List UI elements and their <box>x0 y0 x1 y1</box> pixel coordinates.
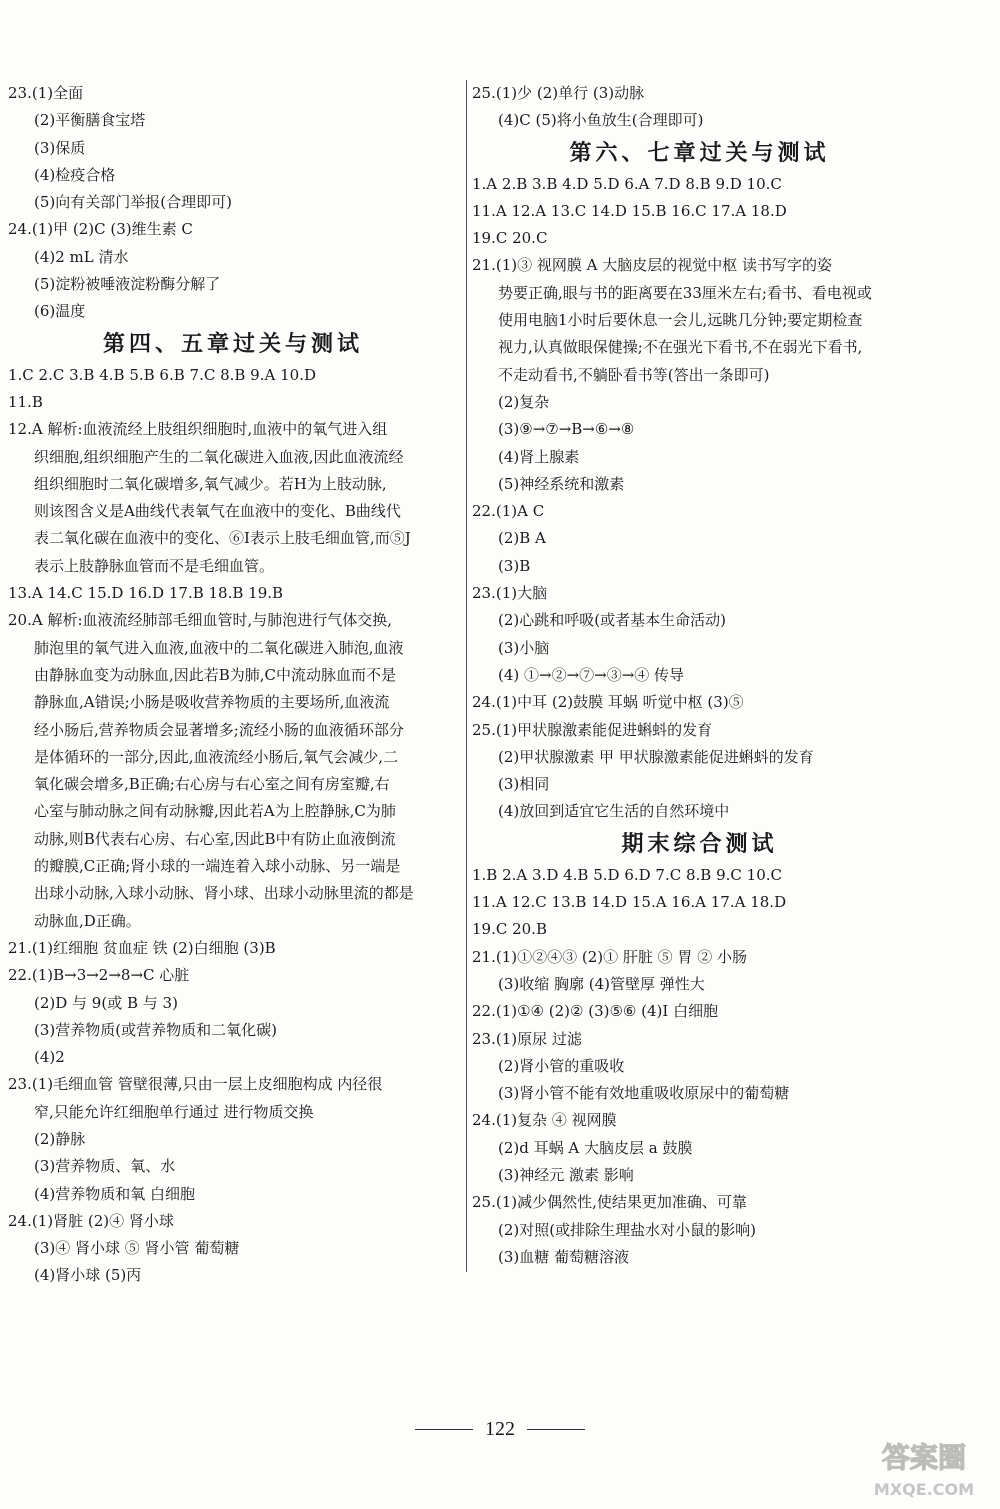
answer-continuation: (4)2 <box>34 1048 65 1067</box>
answer-continuation: (2)静脉 <box>34 1129 86 1148</box>
answer-continuation: (4)C (5)将小鱼放生(合理即可) <box>498 111 704 130</box>
answer-continuation: (3)神经元 激素 影响 <box>498 1165 634 1184</box>
answer-continuation: (3)保质 <box>34 138 86 157</box>
answer-line: 19.C 20.C <box>472 229 548 248</box>
section-heading: 期末综合测试 <box>621 830 778 857</box>
answer-line: 24.(1)中耳 (2)鼓膜 耳蜗 听觉中枢 (3)⑤ <box>472 693 744 712</box>
answer-continuation: (3)小脑 <box>498 638 550 657</box>
watermark-cn: 答案圈 <box>881 1441 967 1474</box>
answer-continuation: 使用电脑1小时后要休息一会儿,远眺几分钟;要定期检查 <box>498 311 863 330</box>
answer-continuation: (5)淀粉被唾液淀粉酶分解了 <box>34 275 221 294</box>
answer-line: 25.(1)甲状腺激素能促进蝌蚪的发育 <box>472 720 713 739</box>
answer-continuation: (3)B <box>498 556 531 575</box>
answer-line: 1.A 2.B 3.B 4.D 5.D 6.A 7.D 8.B 9.D 10.C <box>472 174 782 193</box>
answer-continuation: 组织细胞时二氧化碳增多,氧气减少。若H为上肢动脉, <box>34 474 387 493</box>
answer-line: 25.(1)少 (2)单行 (3)动脉 <box>472 84 645 102</box>
answer-continuation: 表二氧化碳在血液中的变化、⑥I表示上肢毛细血管,而⑤J <box>34 529 411 548</box>
answer-line: 21.(1)③ 视网膜 A 大脑皮层的视觉中枢 读书写字的姿 <box>472 256 833 275</box>
answer-line: 11.B <box>8 392 43 411</box>
answer-continuation: (3)营养物质(或营养物质和二氧化碳) <box>34 1020 277 1039</box>
answer-line: 22.(1)A C <box>472 502 545 521</box>
answer-continuation: 肺泡里的氧气进入血液,血液中的二氧化碳进入肺泡,血液 <box>34 638 404 657</box>
answer-continuation: (2)平衡膳食宝塔 <box>34 111 146 130</box>
answer-continuation: (2)心跳和呼吸(或者基本生命活动) <box>498 611 726 630</box>
answer-continuation: (5)向有关部门举报(合理即可) <box>34 193 232 212</box>
answer-line: 23.(1)原尿 过滤 <box>472 1029 582 1048</box>
answer-continuation: (4) ①→②→⑦→③→④ 传导 <box>498 665 685 684</box>
answer-continuation: (2)D 与 9(或 B 与 3) <box>34 993 178 1012</box>
footer-rule-left <box>415 1429 473 1430</box>
answer-continuation: 的瓣膜,C正确;肾小球的一端连着入球小动脉、另一端是 <box>34 857 401 876</box>
answer-line: 21.(1)红细胞 贫血症 铁 (2)白细胞 (3)B <box>8 938 276 957</box>
answer-continuation: (2)肾小管的重吸收 <box>498 1056 625 1075</box>
answer-line: 11.A 12.A 13.C 14.D 15.B 16.C 17.A 18.D <box>472 201 787 220</box>
answer-continuation: 动脉,则B代表右心房、右心室,因此B中有防止血液倒流 <box>34 829 396 848</box>
answer-continuation: (4)2 mL 清水 <box>34 247 129 266</box>
answer-line: 25.(1)减少偶然性,使结果更加准确、可靠 <box>472 1193 747 1212</box>
answer-continuation: (2)复杂 <box>498 392 550 411</box>
answer-continuation: 视力,认真做眼保健操;不在强光下看书,不在弱光下看书, <box>498 338 863 357</box>
answer-line: 23.(1)全面 <box>8 84 84 102</box>
answer-line: 1.B 2.A 3.D 4.B 5.D 6.D 7.C 8.B 9.C 10.C <box>472 865 782 884</box>
answer-line: 22.(1)①④ (2)② (3)⑤⑥ (4)Ⅰ 白细胞 <box>472 1002 719 1021</box>
answer-continuation: (4)肾上腺素 <box>498 447 580 466</box>
answer-continuation: (2)对照(或排除生理盐水对小鼠的影响) <box>498 1220 756 1239</box>
answer-continuation: (3)肾小管不能有效地重吸收原尿中的葡萄糖 <box>498 1084 790 1103</box>
answer-line: 1.C 2.C 3.B 4.B 5.B 6.B 7.C 8.B 9.A 10.D <box>8 365 316 384</box>
answer-continuation: (4)放回到适宜它生活的自然环境中 <box>498 802 730 821</box>
answer-line: 12.A 解析:血液流经上肢组织细胞时,血液中的氧气进入组 <box>8 420 388 439</box>
column-divider <box>466 80 467 1272</box>
left-column <box>8 80 458 1290</box>
answer-continuation: (6)温度 <box>34 302 86 321</box>
answer-continuation: 氧化碳会增多,B正确;右心房与右心室之间有房室瓣,右 <box>34 775 390 794</box>
answer-continuation: (3)收缩 胸廓 (4)管壁厚 弹性大 <box>498 974 705 993</box>
answer-line: 23.(1)大脑 <box>472 584 548 603</box>
watermark-logo <box>854 1431 994 1503</box>
right-column <box>472 80 927 1271</box>
answer-continuation: 是体循环的一部分,因此,血液流经小肠后,氧气会减少,二 <box>34 747 399 766</box>
answer-line: 22.(1)B→3→2→8→C 心脏 <box>8 966 190 985</box>
answer-line: 13.A 14.C 15.D 16.D 17.B 18.B 19.B <box>8 584 284 603</box>
answer-continuation: 不走动看书,不躺卧看书等(答出一条即可) <box>498 365 770 384</box>
answer-continuation: (2)B A <box>498 529 546 548</box>
answer-continuation: (3)⑨→⑦→B→⑥→⑧ <box>498 420 635 439</box>
answer-continuation: (3)血糖 葡萄糖溶液 <box>498 1247 630 1266</box>
answer-continuation: (3)④ 肾小球 ⑤ 肾小管 葡萄糖 <box>34 1239 240 1258</box>
answer-continuation: 经小肠后,营养物质会显著增多;流经小肠的血液循环部分 <box>34 720 404 739</box>
answer-line: 24.(1)肾脏 (2)④ 肾小球 <box>8 1211 174 1230</box>
answer-line: 21.(1)①②④③ (2)① 肝脏 ⑤ 胃 ② 小肠 <box>472 947 747 966</box>
answer-continuation: (4)检疫合格 <box>34 165 116 184</box>
answer-continuation: 动脉血,D正确。 <box>34 911 141 930</box>
page-number: 122 <box>485 1418 515 1440</box>
answer-continuation: (3)相同 <box>498 775 550 794</box>
footer-rule-right <box>527 1429 585 1430</box>
answer-continuation: 窄,只能允许红细胞单行通过 进行物质交换 <box>34 1102 314 1121</box>
answer-continuation: 心室与肺动脉之间有动脉瓣,因此若A为上腔静脉,C为肺 <box>34 802 396 821</box>
answer-continuation: 则该图含义是A曲线代表氧气在血液中的变化、B曲线代 <box>34 502 401 521</box>
answer-line: 11.A 12.C 13.B 14.D 15.A 16.A 17.A 18.D <box>472 893 787 912</box>
section-heading: 第四、五章过关与测试 <box>102 330 363 357</box>
answer-continuation: 表示上肢静脉血管而不是毛细血管。 <box>34 556 275 575</box>
answer-continuation: 出球小动脉,入球小动脉、肾小球、出球小动脉里流的都是 <box>34 884 414 903</box>
answer-line: 24.(1)甲 (2)C (3)维生素 C <box>8 220 193 239</box>
answer-line: 23.(1)毛细血管 管壁很薄,只由一层上皮细胞构成 内径很 <box>8 1075 383 1094</box>
answer-continuation: (2)甲状腺激素 甲 甲状腺激素能促进蝌蚪的发育 <box>498 747 814 766</box>
answer-continuation: 织细胞,组织细胞产生的二氧化碳进入血液,因此血液流经 <box>34 447 404 466</box>
answer-line: 19.C 20.B <box>472 920 547 939</box>
section-heading: 第六、七章过关与测试 <box>569 139 830 166</box>
page-footer <box>0 1418 1000 1441</box>
answer-continuation: (3)营养物质、氧、水 <box>34 1157 176 1176</box>
answer-continuation: (2)d 耳蜗 A 大脑皮层 a 鼓膜 <box>498 1138 693 1157</box>
answer-continuation: (4)肾小球 (5)丙 <box>34 1266 142 1285</box>
watermark-url: MXQE.COM <box>873 1480 975 1499</box>
answer-continuation: 由静脉血变为动脉血,因此若B为肺,C中流动脉血而不是 <box>34 665 397 684</box>
answer-continuation: (5)神经系统和激素 <box>498 474 625 493</box>
answer-continuation: 静脉血,A错误;小肠是吸收营养物质的主要场所,血液流 <box>34 693 390 712</box>
answer-continuation: (4)营养物质和氧 白细胞 <box>34 1184 196 1203</box>
answer-line: 20.A 解析:血液流经肺部毛细血管时,与肺泡进行气体交换, <box>8 611 393 630</box>
answer-line: 24.(1)复杂 ④ 视网膜 <box>472 1111 617 1130</box>
answer-continuation: 势要正确,眼与书的距离要在33厘米左右;看书、看电视或 <box>498 283 872 302</box>
